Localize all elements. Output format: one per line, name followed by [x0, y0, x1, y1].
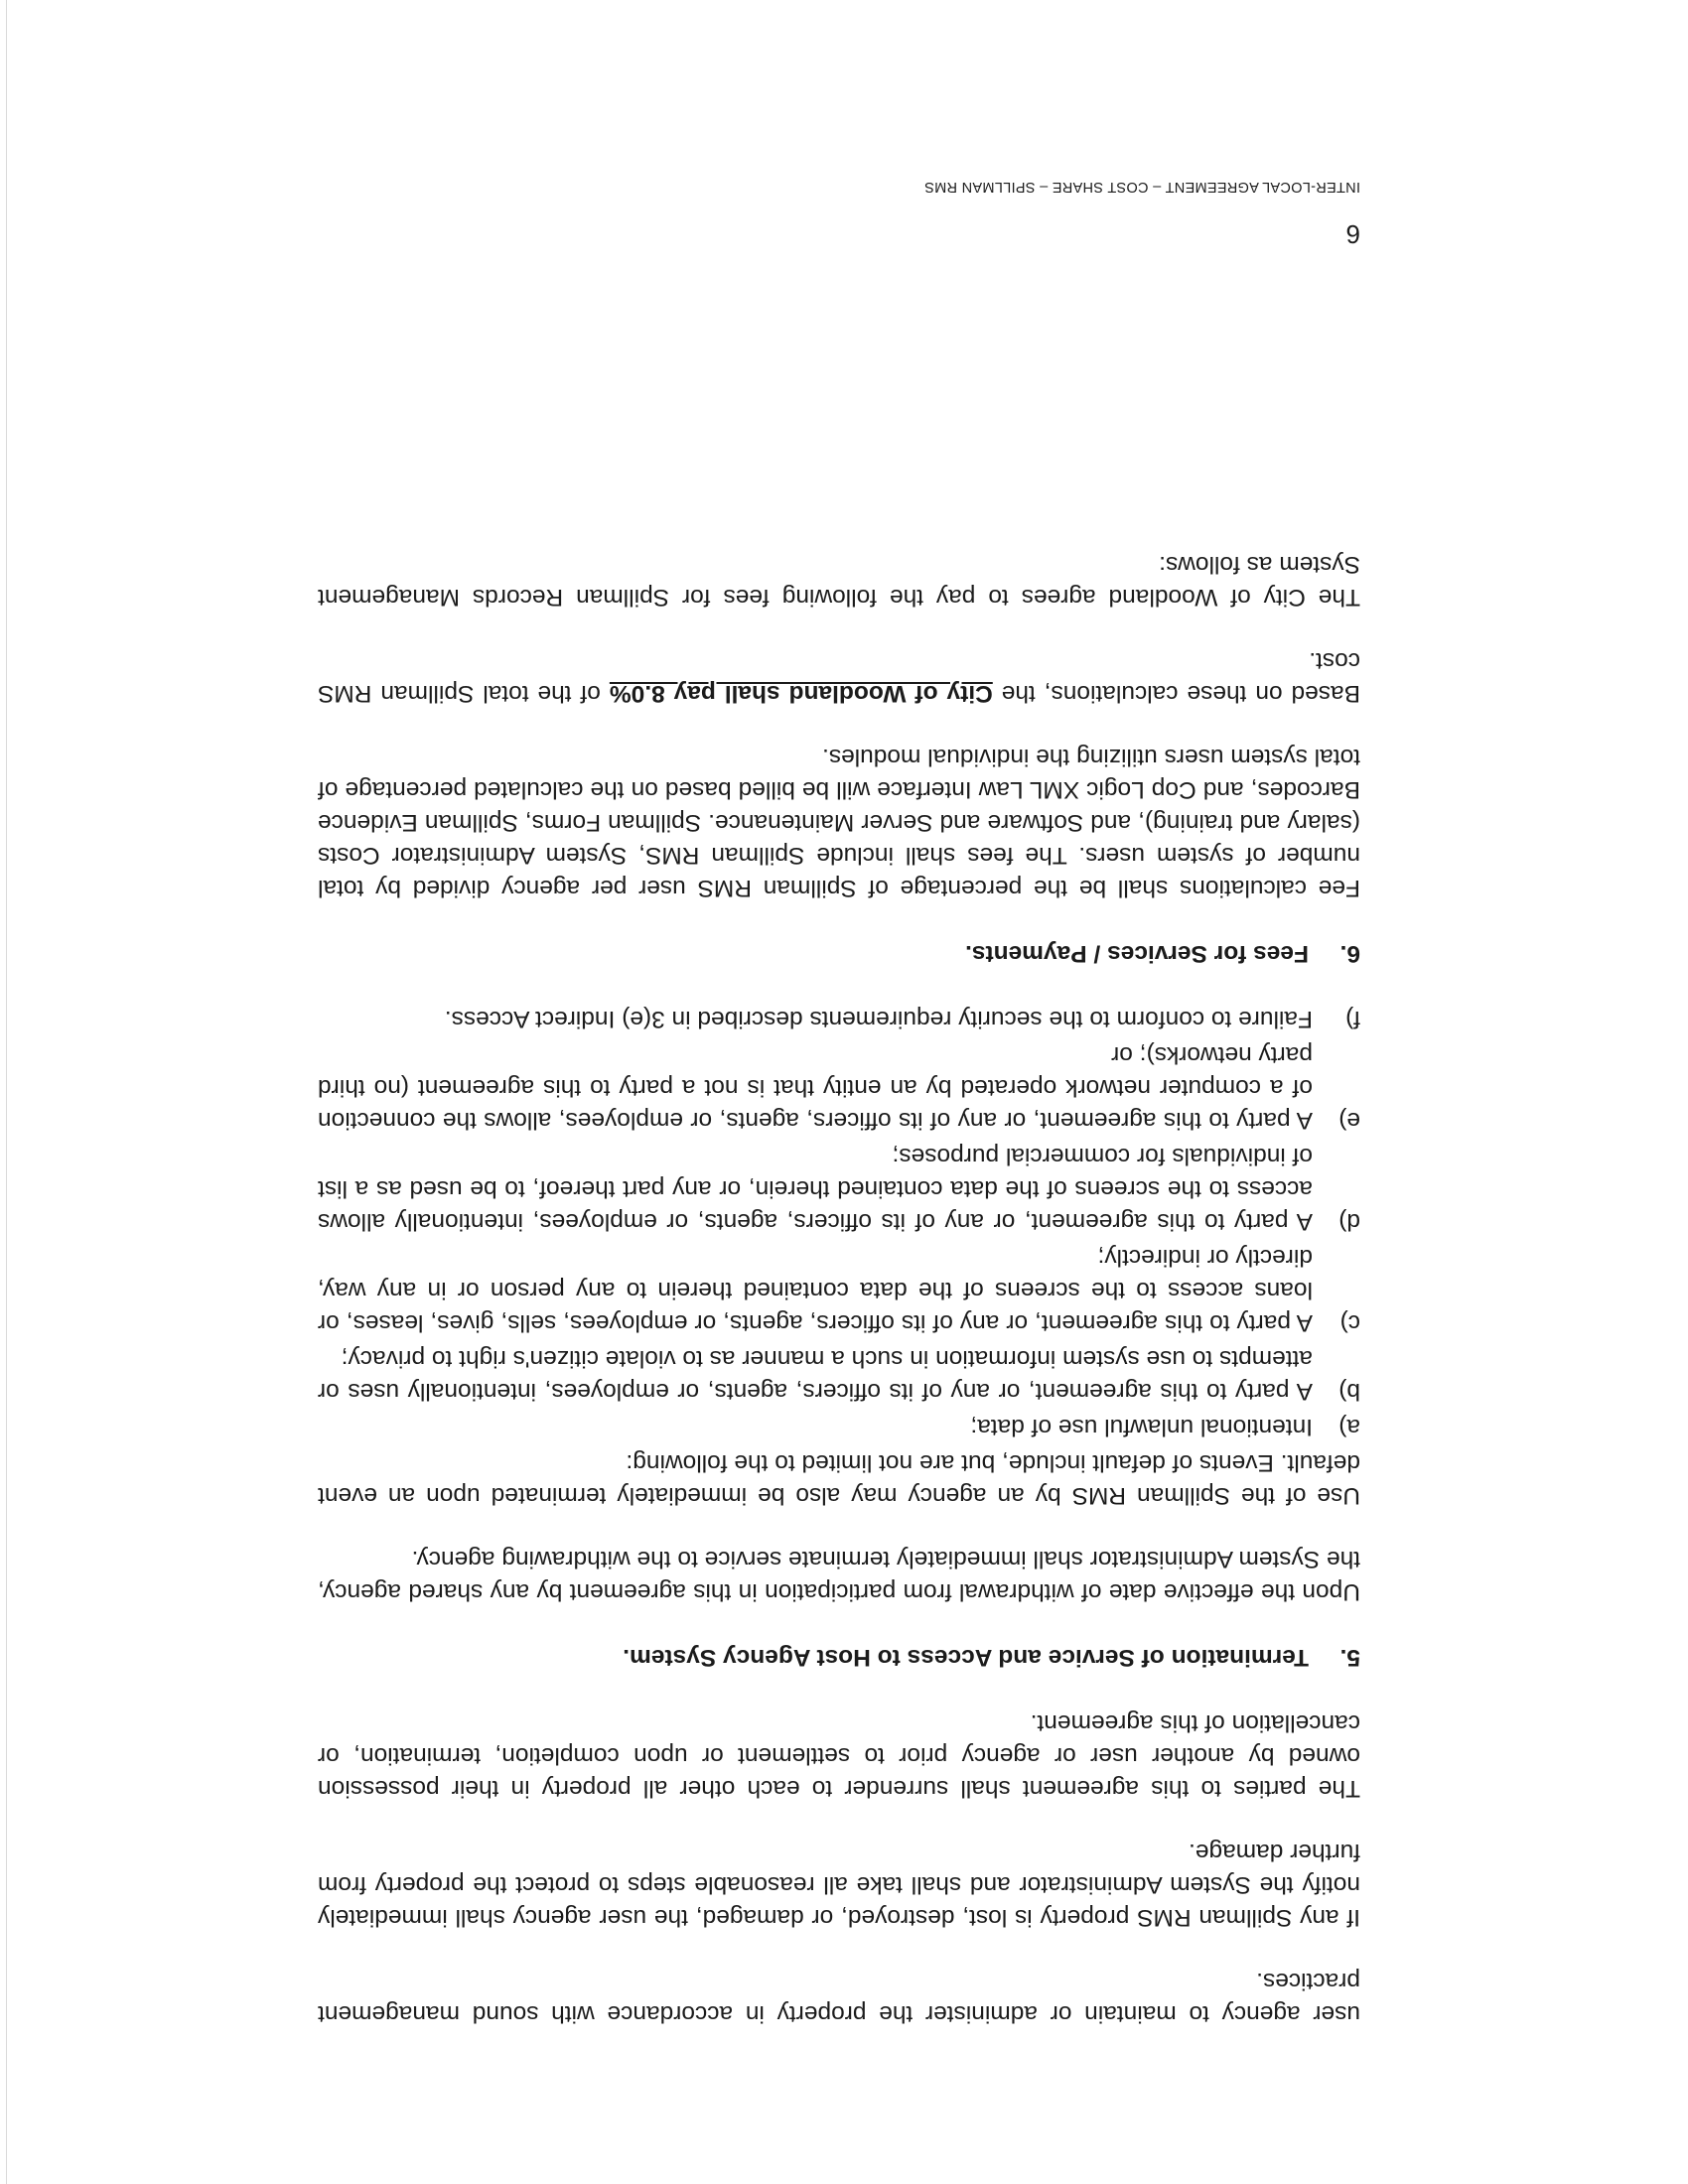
share-text-before: Based on these calculations, the	[992, 680, 1360, 707]
paragraph-fee-calculations: Fee calculations shall be the percentage of Spillman RMS user per agency divided by total number of system users. The fees shall include Spillman RMS, System Administrator Costs (salary and training), and Software and Server Maintenance. Spillman Forms, Spillman Evidence Barcodes, and Cop Logic XML Law Interface will be billed based on the calculated percentage of total system users utilizing the individual modules.	[318, 744, 1360, 901]
list-item	[318, 1140, 1360, 1238]
list-item-text: Intentional unlawful use of data;	[970, 1414, 1313, 1440]
list-marker: f)	[1345, 1006, 1360, 1032]
share-percentage-emphasis: City of Woodland shall pay 8.0%	[609, 680, 993, 707]
list-item-text: A party to this agreement, or any of its officers, agents, or employees, intentionally allows access to the screens of the data contained therein, or any part thereof, to be used as a list of individuals for commercial purposes;	[318, 1143, 1313, 1235]
scan-edge-line	[6, 0, 7, 2184]
section-number: 5.	[1339, 1644, 1360, 1671]
list-marker: d)	[1338, 1208, 1360, 1235]
section-6-heading	[318, 937, 1360, 970]
document-body	[318, 548, 1360, 2030]
section-5-heading	[318, 1641, 1360, 1674]
list-item	[318, 1411, 1360, 1443]
paragraph-property-surrender: The parties to this agreement shall surrender to each other all property in their possession owned by another user or agency prior to settlement or upon completion, termination, or cancellation of this agreement.	[318, 1709, 1360, 1802]
footer-document-title: INTER-LOCAL AGREEMENT – COST SHARE – SPILLMAN RMS	[923, 179, 1360, 195]
default-events-list	[318, 1003, 1360, 1443]
section-number: 6.	[1339, 940, 1360, 967]
list-marker: a)	[1338, 1414, 1360, 1440]
list-item	[318, 1241, 1360, 1339]
list-item-text: A party to this agreement, or any of its officers, agents, or employees, intentionally uses or attempts to use system information in such a manner as to violate citizen's right to privacy;	[318, 1345, 1313, 1405]
paragraph-woodland-share	[318, 644, 1360, 710]
page-number: 6	[1345, 219, 1360, 249]
section-title: Termination of Service and Access to Host Agency System.	[623, 1644, 1309, 1671]
paragraph-woodland-fees: The City of Woodland agrees to pay the following fees for Spillman Records Management System as follows:	[318, 551, 1360, 611]
section-title: Fees for Services / Payments.	[965, 940, 1309, 967]
list-item-text: A party to this agreement, or any of its officers, agents, or employees, sells, gives, leases, or loans access to the screens of the data contained therein to any person or in any way, directly or indirectly;	[318, 1244, 1313, 1336]
page-footer	[318, 179, 1360, 250]
list-item-text: Failure to conform to the security requirements described in 3(e) Indirect Access.	[444, 1006, 1313, 1032]
paragraph-property-loss: If any Spillman RMS property is lost, destroyed, or damaged, the user agency shall immediately notify the System Administrator and shall take all reasonable steps to protect the property from further damage.	[318, 1839, 1360, 1931]
paragraph-property-maintenance: user agency to maintain or administer the property in accordance with sound management practices.	[318, 1968, 1360, 2027]
list-item	[318, 1342, 1360, 1408]
list-marker: b)	[1338, 1378, 1360, 1405]
share-text-after: of the total Spillman RMS cost.	[317, 647, 1360, 707]
list-item-text: A party to this agreement, or any of its officers, agents, or employees, allows the connection of a computer network operated by an entity that is not a party to this agreement (no third party networks); or	[318, 1041, 1313, 1134]
list-marker: c)	[1339, 1309, 1360, 1336]
paragraph-withdrawal: Upon the effective date of withdrawal from participation in this agreement by any shared agency, the System Administrator shall immediately terminate service to the withdrawing agency.	[318, 1546, 1360, 1605]
list-item	[318, 1038, 1360, 1137]
paragraph-default-events: Use of the Spillman RMS by an agency may also be immediately terminated upon an event default. Events of default include, but are not limited to the following:	[318, 1449, 1360, 1509]
list-marker: e)	[1338, 1107, 1360, 1134]
list-item	[318, 1003, 1360, 1035]
